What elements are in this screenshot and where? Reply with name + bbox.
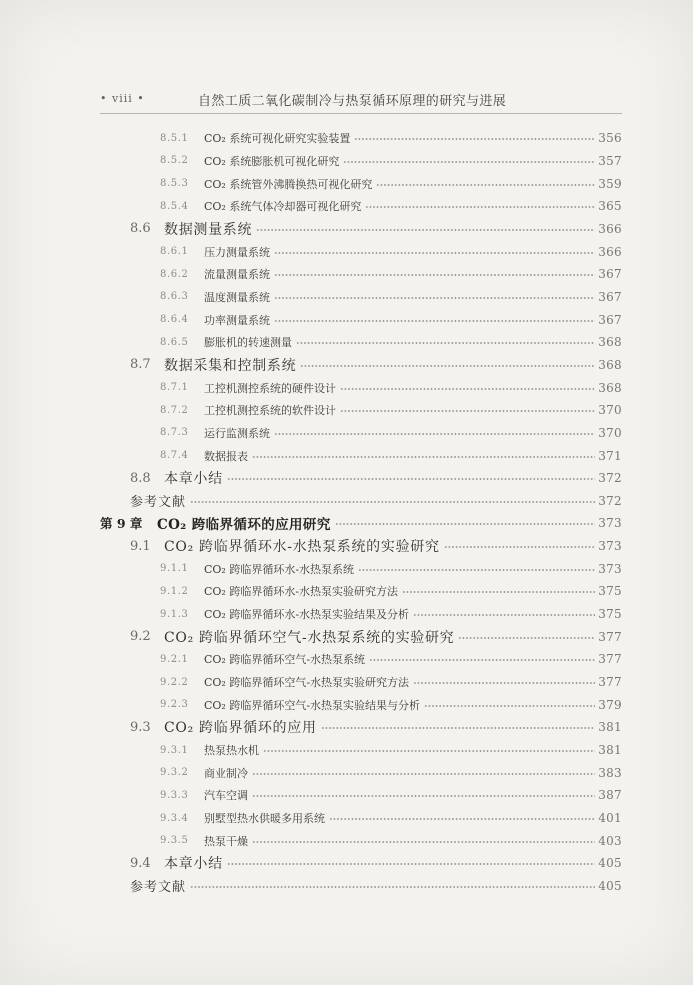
toc-entry-subsection <box>100 603 622 626</box>
entry-number: 8.6.4 <box>160 314 189 326</box>
dot-leader <box>358 568 595 572</box>
dot-leader <box>376 183 595 187</box>
entry-page-number: 379 <box>598 697 622 712</box>
toc-entry-subsection <box>100 557 622 580</box>
entry-page-number: 373 <box>598 516 622 531</box>
entry-title: 参考文献 <box>130 880 187 896</box>
toc-entry-refs <box>100 875 622 898</box>
toc-entry-subsection <box>100 761 622 784</box>
entry-page-number: 366 <box>598 244 622 259</box>
entry-title: 本章小结 <box>164 471 223 488</box>
entry-page-number: 368 <box>598 335 622 350</box>
entry-title: CO₂ 跨临界循环空气-水热泵系统 <box>204 653 366 667</box>
dot-leader <box>343 160 595 164</box>
entry-number: 8.6.1 <box>160 246 189 258</box>
header-divider <box>100 113 622 114</box>
entry-title: 数据报表 <box>204 449 248 463</box>
running-header <box>100 90 622 110</box>
entry-number: 9.3.5 <box>160 835 189 847</box>
toc-entry-subsection <box>100 671 622 694</box>
toc-entry-subsection <box>100 286 622 309</box>
entry-page-number: 372 <box>598 471 622 486</box>
dot-leader <box>444 545 596 549</box>
entry-title: CO₂ 系统气体冷却器可视化研究 <box>204 200 362 214</box>
entry-number: 8.7.1 <box>160 382 189 394</box>
entry-page-number: 403 <box>598 833 622 848</box>
toc-entry-section <box>100 535 622 558</box>
entry-number: 8.6.2 <box>160 268 189 280</box>
entry-number: 9.1.2 <box>160 585 189 597</box>
entry-page-number: 387 <box>598 788 622 803</box>
entry-number: 9.3.2 <box>160 767 189 779</box>
entry-title: 热泵干燥 <box>204 834 248 848</box>
entry-page-number: 377 <box>598 629 622 644</box>
toc-entry-section <box>100 716 622 739</box>
dot-leader <box>340 387 595 391</box>
entry-page-number: 367 <box>598 289 622 304</box>
toc-entry-subsection <box>100 829 622 852</box>
entry-page-number: 370 <box>598 425 622 440</box>
dot-leader <box>365 205 595 209</box>
entry-page-number: 377 <box>598 675 622 690</box>
dot-leader <box>296 341 595 345</box>
entry-page-number: 373 <box>598 561 622 576</box>
entry-page-number: 357 <box>598 153 622 168</box>
toc-entry-subsection <box>100 150 622 173</box>
entry-number: 9.1.3 <box>160 608 189 620</box>
toc-entry-subsection <box>100 376 622 399</box>
entry-page-number: 383 <box>598 765 622 780</box>
toc-entry-section <box>100 218 622 241</box>
dot-leader <box>263 749 595 753</box>
entry-title: CO₂ 跨临界循环水-水热泵实验研究方法 <box>204 585 399 599</box>
toc-entry-subsection <box>100 648 622 671</box>
dot-leader <box>190 885 595 889</box>
toc-entry-subsection <box>100 739 622 762</box>
entry-page-number: 405 <box>598 878 622 893</box>
entry-number: 9.3 <box>130 719 151 735</box>
entry-number: 第 9 章 <box>100 516 143 532</box>
toc-entry-subsection <box>100 240 622 263</box>
entry-page-number: 367 <box>598 267 622 282</box>
entry-title: 商业制冷 <box>204 766 248 780</box>
dot-leader <box>190 500 595 504</box>
entry-title: CO₂ 跨临界循环的应用研究 <box>157 517 331 534</box>
dot-leader <box>252 455 595 459</box>
toc-entry-subsection <box>100 807 622 830</box>
toc-entry-subsection <box>100 399 622 422</box>
entry-page-number: 373 <box>598 539 622 554</box>
dot-leader <box>321 726 596 730</box>
dot-leader <box>274 296 595 300</box>
toc-entry-refs <box>100 490 622 513</box>
toc-entry-subsection <box>100 784 622 807</box>
entry-page-number: 367 <box>598 312 622 327</box>
toc-entry-subsection <box>100 263 622 286</box>
entry-title: 流量测量系统 <box>204 268 270 282</box>
dot-leader <box>369 658 595 662</box>
dot-leader <box>413 681 595 685</box>
entry-number: 8.7.3 <box>160 427 189 439</box>
entry-title: CO₂ 系统可视化研究实验装置 <box>204 132 351 146</box>
entry-title: 膨胀机的转速测量 <box>204 336 292 350</box>
dot-leader <box>252 772 595 776</box>
toc-entry-subsection <box>100 422 622 445</box>
toc-entry-section <box>100 852 622 875</box>
dot-leader <box>413 613 595 617</box>
entry-title: 别墅型热水供暖多用系统 <box>204 812 325 826</box>
entry-title: CO₂ 系统膨胀机可视化研究 <box>204 154 340 168</box>
entry-title: CO₂ 系统管外沸腾换热可视化研究 <box>204 177 373 191</box>
entry-number: 9.2.3 <box>160 699 189 711</box>
dot-leader <box>402 590 595 594</box>
dot-leader <box>274 251 595 255</box>
dot-leader <box>227 477 595 481</box>
entry-title: CO₂ 跨临界循环空气-水热泵实验研究方法 <box>204 676 410 690</box>
toc-entry-subsection <box>100 127 622 150</box>
entry-title: 数据测量系统 <box>164 221 253 238</box>
entry-number: 8.5.1 <box>160 132 189 144</box>
entry-number: 8.5.2 <box>160 155 189 167</box>
dot-leader <box>274 432 595 436</box>
entry-page-number: 405 <box>598 856 622 871</box>
book-title: 自然工质二氧化碳制冷与热泵循环原理的研究与进展 <box>198 94 507 109</box>
entry-page-number: 375 <box>598 584 622 599</box>
entry-page-number: 371 <box>598 448 622 463</box>
entry-number: 8.5.3 <box>160 178 189 190</box>
entry-title: CO₂ 跨临界循环空气-水热泵系统的实验研究 <box>164 629 455 646</box>
dot-leader <box>340 409 595 413</box>
entry-page-number: 365 <box>598 199 622 214</box>
entry-title: CO₂ 跨临界循环水-水热泵系统的实验研究 <box>164 539 440 556</box>
toc-entry-subsection <box>100 308 622 331</box>
entry-title: CO₂ 跨临界循环的应用 <box>164 720 317 737</box>
toc-entry-section <box>100 354 622 377</box>
entry-page-number: 356 <box>598 131 622 146</box>
entry-number: 8.6.3 <box>160 291 189 303</box>
entry-page-number: 368 <box>598 380 622 395</box>
toc-entry-subsection <box>100 580 622 603</box>
toc-entry-chapter <box>100 512 622 535</box>
entry-number: 9.4 <box>130 855 151 871</box>
entry-title: 数据采集和控制系统 <box>164 357 297 374</box>
entry-number: 8.6 <box>130 221 151 237</box>
toc-entry-subsection <box>100 172 622 195</box>
entry-page-number: 375 <box>598 607 622 622</box>
entry-number: 8.7.4 <box>160 450 189 462</box>
entry-title: 运行监测系统 <box>204 426 270 440</box>
toc-entry-subsection <box>100 195 622 218</box>
entry-page-number: 381 <box>598 720 622 735</box>
dot-leader <box>274 319 595 323</box>
entry-title: CO₂ 跨临界循环水-水热泵实验结果及分析 <box>204 608 410 622</box>
dot-leader <box>300 364 595 368</box>
entry-page-number: 359 <box>598 176 622 191</box>
dot-leader <box>252 794 595 798</box>
page-number-label: • viii • <box>100 92 145 105</box>
toc-entry-section <box>100 625 622 648</box>
entry-title: 温度测量系统 <box>204 290 270 304</box>
entry-number: 8.5.4 <box>160 200 189 212</box>
entry-page-number: 372 <box>598 493 622 508</box>
dot-leader <box>458 636 595 640</box>
entry-number: 9.3.4 <box>160 812 189 824</box>
entry-number: 9.1.1 <box>160 563 189 575</box>
entry-title: 工控机测控系统的硬件设计 <box>204 381 336 395</box>
entry-title: 工控机测控系统的软件设计 <box>204 404 336 418</box>
entry-number: 9.2 <box>130 629 151 645</box>
dot-leader <box>227 862 595 866</box>
entry-page-number: 368 <box>598 357 622 372</box>
dot-leader <box>274 273 595 277</box>
dot-leader <box>335 522 595 526</box>
dot-leader <box>329 817 595 821</box>
entry-number: 9.1 <box>130 538 151 554</box>
dot-leader <box>424 704 595 708</box>
entry-title: 功率测量系统 <box>204 313 270 327</box>
table-of-contents <box>100 127 622 897</box>
toc-entry-section <box>100 467 622 490</box>
entry-number: 9.3.3 <box>160 789 189 801</box>
entry-title: 汽车空调 <box>204 789 248 803</box>
toc-entry-subsection <box>100 693 622 716</box>
entry-number: 9.2.2 <box>160 676 189 688</box>
dot-leader <box>256 228 595 232</box>
entry-title: CO₂ 跨临界循环空气-水热泵实验结果与分析 <box>204 698 421 712</box>
entry-page-number: 401 <box>598 811 622 826</box>
dot-leader <box>354 137 595 141</box>
entry-title: 本章小结 <box>164 856 223 873</box>
entry-title: 参考文献 <box>130 495 187 511</box>
entry-number: 9.2.1 <box>160 653 189 665</box>
entry-title: 压力测量系统 <box>204 245 270 259</box>
entry-number: 8.6.5 <box>160 336 189 348</box>
toc-entry-subsection <box>100 444 622 467</box>
entry-page-number: 366 <box>598 221 622 236</box>
entry-title: 热泵热水机 <box>204 744 259 758</box>
entry-page-number: 377 <box>598 652 622 667</box>
entry-page-number: 381 <box>598 743 622 758</box>
entry-number: 8.7 <box>130 357 151 373</box>
entry-number: 8.7.2 <box>160 404 189 416</box>
dot-leader <box>252 840 595 844</box>
toc-entry-subsection <box>100 331 622 354</box>
entry-number: 8.8 <box>130 470 151 486</box>
entry-title: CO₂ 跨临界循环水-水热泵系统 <box>204 562 355 576</box>
entry-number: 9.3.1 <box>160 744 189 756</box>
entry-page-number: 370 <box>598 403 622 418</box>
